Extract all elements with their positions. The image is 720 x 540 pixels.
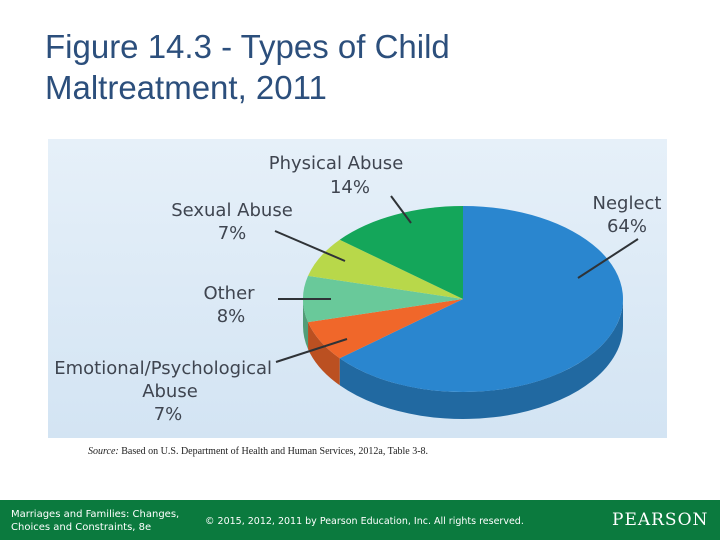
footer-book-line1: Marriages and Families: Changes, xyxy=(11,509,180,520)
source-prefix: Source: xyxy=(88,446,119,457)
pearson-logo: PEARSON xyxy=(612,510,709,530)
slice-value-sexual-abuse: 7% xyxy=(217,223,247,244)
pie-top xyxy=(303,206,623,392)
slice-label-other: Other xyxy=(203,283,255,304)
footer-book-title xyxy=(11,508,196,534)
slide-title: Figure 14.3 - Types of Child Maltreatment, 2011 xyxy=(45,28,450,106)
slice-label-emotional-abuse-line2: Abuse xyxy=(142,381,198,402)
pie-chart xyxy=(48,139,667,438)
slice-value-other: 8% xyxy=(216,306,246,327)
source-text: Based on U.S. Department of Health and Human Services, 2012a, Table 3-8. xyxy=(121,446,429,457)
slice-label-physical-abuse: Physical Abuse xyxy=(268,153,404,174)
slice-label-emotional-abuse-line1: Emotional/Psychological xyxy=(54,358,273,379)
slice-label-emotional-abuse xyxy=(54,358,277,402)
slice-label-neglect: Neglect xyxy=(592,193,662,214)
footer-book-line2: Choices and Constraints, 8e xyxy=(11,522,152,533)
slice-value-emotional-abuse: 7% xyxy=(153,404,183,425)
footer-copyright: © 2015, 2012, 2011 by Pearson Education, Inc. All rights reserved. xyxy=(205,516,524,527)
chart-source xyxy=(88,446,648,457)
slice-value-neglect: 64% xyxy=(606,216,648,237)
slice-value-physical-abuse: 14% xyxy=(329,177,371,198)
slice-label-sexual-abuse: Sexual Abuse xyxy=(171,200,293,221)
